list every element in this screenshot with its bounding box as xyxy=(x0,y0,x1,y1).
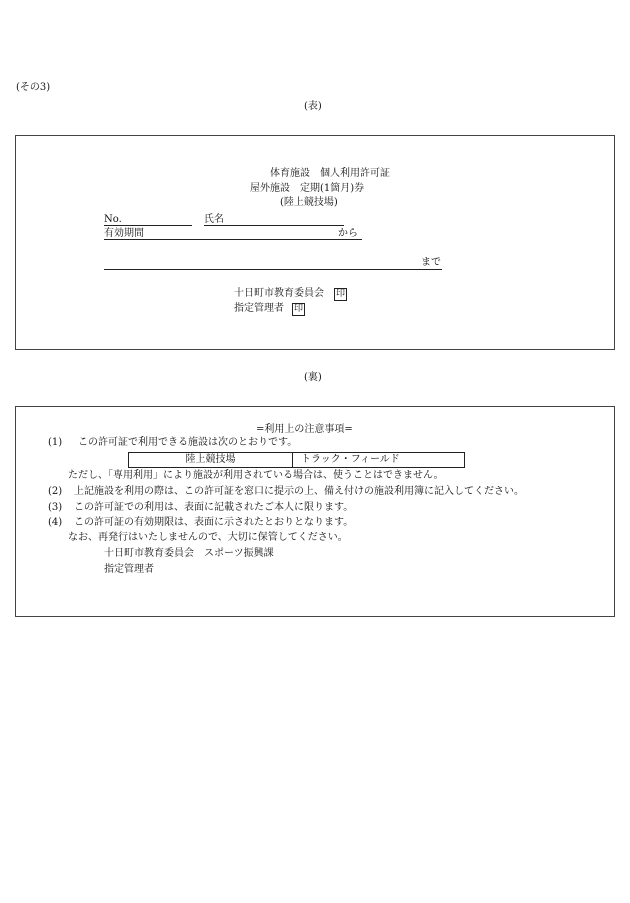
contact-board: 十日町市教育委員会 スポーツ振興課 xyxy=(104,548,274,559)
item1-text: この許可証で利用できる施設は次のとおりです。 xyxy=(78,437,298,448)
front-heading: (表) xyxy=(304,101,322,112)
item3-number: (3) xyxy=(48,502,63,513)
issuer-manager xyxy=(234,303,305,316)
item4-number: (4) xyxy=(48,517,63,528)
document-label: (その3) xyxy=(16,82,51,93)
back-heading: (裏) xyxy=(304,372,322,383)
facility-area-cell: トラック・フィールド xyxy=(293,453,465,468)
number-field-line xyxy=(104,225,192,226)
from-label: から xyxy=(338,228,358,239)
notes-title: =利用上の注意事項= xyxy=(256,424,353,435)
item4-note: なお、再発行はいたしませんので、大切に保管してください。 xyxy=(68,532,348,543)
permit-title: 体育施設 個人利用許可証 xyxy=(270,168,390,179)
item4-text: この許可証の有効期限は、表面に示されたとおりとなります。 xyxy=(74,517,354,528)
until-label: まで xyxy=(421,257,441,268)
item2-text: 上記施設を利用の際は、この許可証を窓口に提示の上、備え付けの施設利用簿に記入してください。 xyxy=(74,486,524,497)
item1-number: (1) xyxy=(48,437,63,448)
item1-note: ただし、「専用利用」により施設が利用されている場合は、使うことはできません。 xyxy=(68,470,444,481)
valid-until-line xyxy=(104,269,442,270)
valid-period-label: 有効期間 xyxy=(104,228,144,239)
name-field-line xyxy=(204,225,344,226)
seal-mark: 印 xyxy=(336,289,346,299)
item2-number: (2) xyxy=(48,486,63,497)
item3-text: この許可証での利用は、表面に記載されたご本人に限ります。 xyxy=(74,502,354,513)
issuer-manager-text: 指定管理者 xyxy=(234,303,284,314)
seal-mark: 印 xyxy=(294,304,304,314)
facility-table xyxy=(128,452,465,468)
table-row xyxy=(129,453,465,468)
permit-front xyxy=(15,135,615,350)
contact-manager: 指定管理者 xyxy=(104,564,154,575)
issuer-board xyxy=(234,288,347,301)
number-label: No. xyxy=(104,214,122,225)
permit-back xyxy=(15,406,615,617)
permit-facility: (陸上競技場) xyxy=(280,197,338,208)
valid-from-line xyxy=(104,239,362,240)
issuer-board-text: 十日町市教育委員会 xyxy=(234,288,324,299)
name-label: 氏名 xyxy=(204,214,224,225)
permit-subtitle: 屋外施設 定期(1箇月)券 xyxy=(250,183,365,194)
facility-name-cell: 陸上競技場 xyxy=(129,453,293,468)
